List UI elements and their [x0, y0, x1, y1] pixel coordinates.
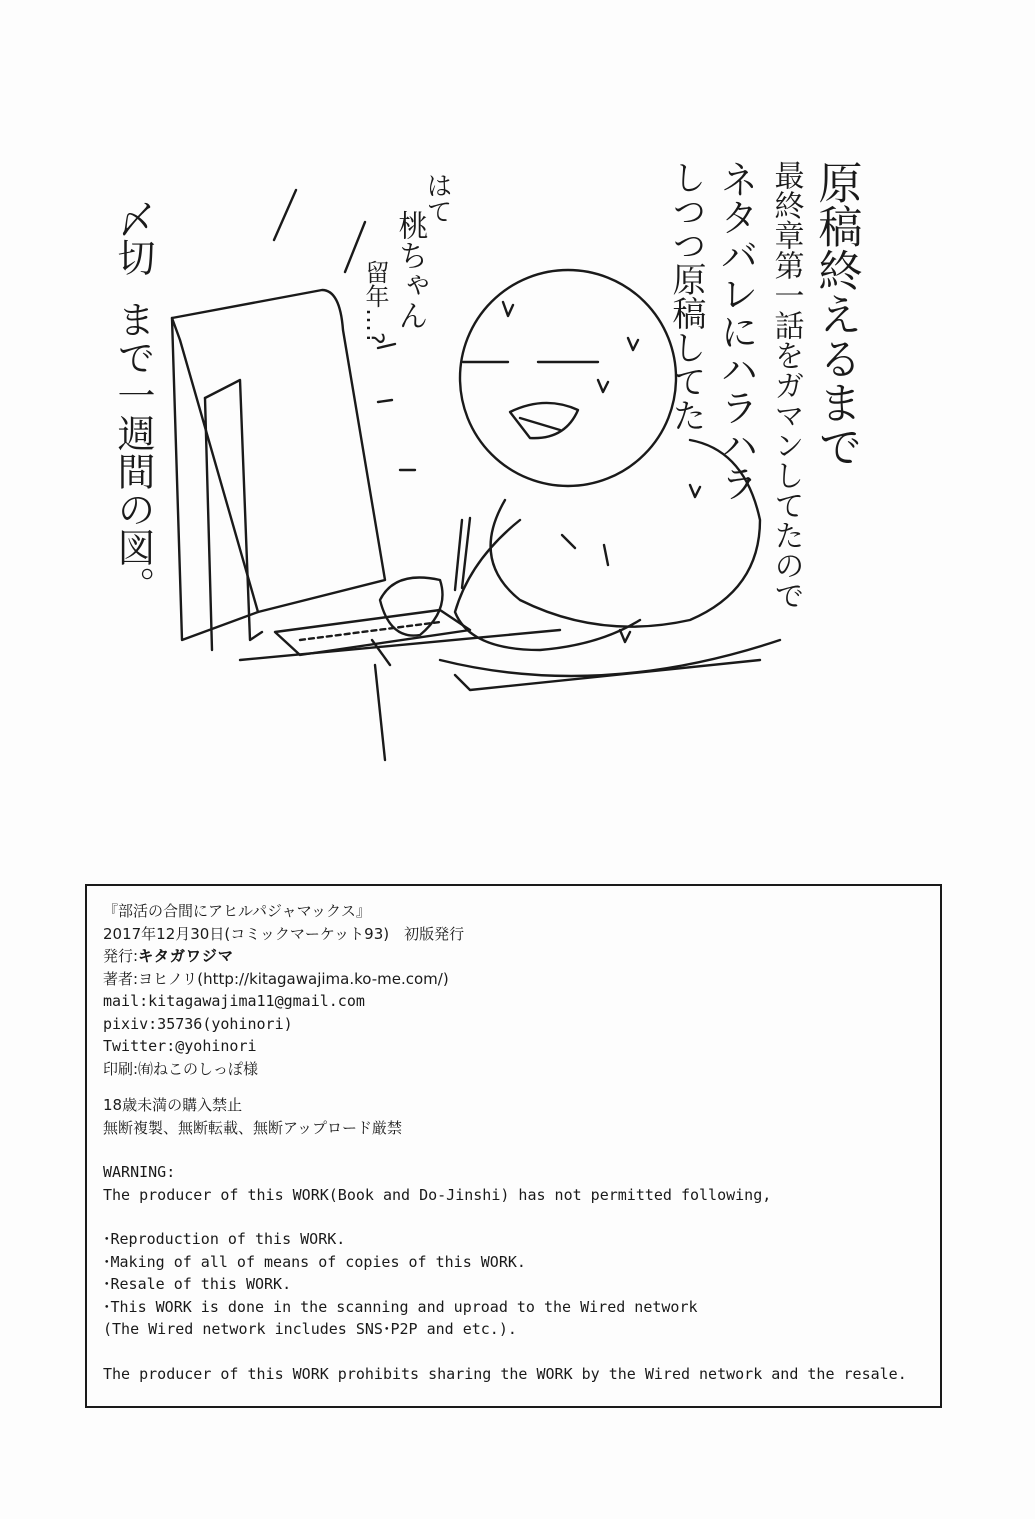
book-title: 『部活の合間にアヒルパジャマックス』 [103, 902, 371, 920]
warning-item: ･Reproduction of this WORK. [103, 1230, 346, 1248]
handwriting-col-4: しつつ原稿してた [666, 160, 706, 432]
handwriting-col-3: ネタバレにハラハラ [714, 160, 758, 502]
warning-item: (The Wired network includes SNS･P2P and etc.). [103, 1320, 517, 1338]
monitor-stand [205, 380, 262, 640]
warning-intro: The producer of this WORK(Book and Do-Jinshi) has not permitted following, [103, 1185, 772, 1204]
colophon-box [85, 884, 942, 1408]
monitor-screen [172, 290, 385, 612]
left-col-2: まで一週間の図。 [111, 300, 155, 604]
warning-item: ･Resale of this WORK. [103, 1275, 292, 1293]
author-line: 著者:ヨヒノリ(http://kitagawajima.ko-me.com/) [103, 969, 449, 988]
warning-heading: WARNING: [103, 1163, 176, 1181]
left-col-1: 〆切 [111, 200, 155, 276]
publisher-line [103, 945, 924, 968]
age-restriction: 18歳未満の購入禁止 [103, 1096, 243, 1114]
bubble-col-2: 桃ちゃん [392, 210, 428, 330]
pixiv-line: pixiv:35736(yohinori) [103, 1014, 293, 1033]
bubble-col-3: 留年…? [361, 260, 389, 345]
twitter-line: Twitter:@yohinori [103, 1037, 257, 1055]
mail-line: mail:kitagawajima11@gmail.com [103, 992, 365, 1010]
copy-restriction: 無断複製、無断転載、無断アップロード厳禁 [103, 1118, 402, 1137]
publisher-label: 発行: [103, 947, 139, 965]
bubble-col-1: はて [422, 172, 452, 224]
warning-item: ･This WORK is done in the scanning and uproad to the Wired network [103, 1297, 698, 1316]
character-head [460, 270, 676, 486]
publish-date: 2017年12月30日(コミックマーケット93) 初版発行 [103, 924, 465, 943]
warning-item: ･Making of all of means of copies of this WORK. [103, 1252, 526, 1271]
handwriting-col-1: 原稿終えるまで [810, 160, 862, 468]
handwriting-col-2: 最終章第一話をガマンしてたので [768, 160, 804, 610]
publisher-logo: キタガワジマ [138, 945, 234, 968]
warning-footer: The producer of this WORK prohibits sharing the WORK by the Wired network and the resale. [103, 1364, 907, 1383]
printer-line: 印刷:㈲ねこのしっぽ様 [103, 1059, 259, 1078]
monitor-frame [172, 318, 258, 640]
